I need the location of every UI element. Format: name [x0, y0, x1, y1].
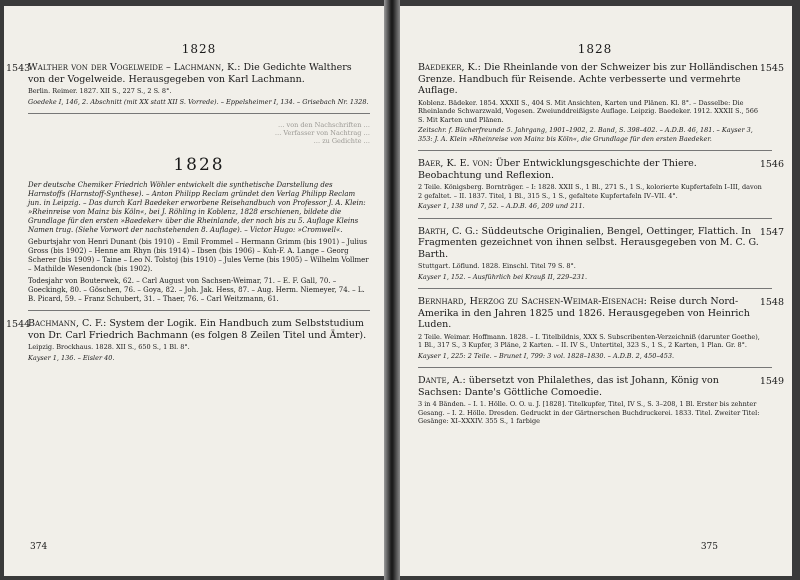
page-number: 375: [700, 542, 718, 552]
right-page: [400, 6, 792, 576]
entry-author: Dante, A.:: [418, 375, 466, 386]
entry-number: 1545: [759, 63, 784, 74]
entry-heading: [418, 158, 762, 181]
entry-references: Goedeke I, 146, 2. Abschnitt (mit XX statt XII S. Vorrede). – Eppelsheimer I, 134. – Grisebach Nr. 1328.: [28, 97, 369, 106]
entry-title: Süddeutsche Originalien, Bengel, Oettinger, Flattich. In Fragmenten gezeichnet von ihnen selbst. Herausgegeben von M. C. G. Barth.: [418, 225, 759, 260]
entry-author: Baedeker, K.:: [418, 62, 481, 73]
divider: [418, 288, 772, 289]
entry-1544: [6, 318, 370, 362]
entry-1545: [418, 62, 784, 143]
entry-title: übersetzt von Philalethes, das ist Johann, König von Sachsen: Dante's Göttliche Comoedie.: [418, 375, 719, 398]
entry-references: Zeitschr. f. Bücherfreunde 5. Jahrgang, 1901–1902, 2. Band, S. 398–402. – A.D.B. 46, 181. – Kayser 3, 353: J. A. Klein »Rheinreise von Mainz bis Köln«, die Grundlage für den ersten Baedeker.: [418, 126, 753, 143]
entry-heading: [418, 226, 762, 261]
entry-title: Reise durch Nord-Amerika in den Jahren 1825 und 1826. Herausgegeben von Heinrich Luden.: [418, 296, 750, 330]
entry-heading: [418, 62, 762, 97]
book-gutter: [384, 0, 400, 580]
entry-title: Über Entwicklungsgeschichte der Thiere. Beobachtung und Reflexion.: [418, 158, 697, 181]
deaths-paragraph: Todesjahr von Bouterwek, 62. – Carl August von Sachsen-Weimar, 71. – E. F. Gall, 70. – Goeckingk, 80. – Göschen, 76. – Goya, 82. – Joh. Jak. Hess, 87. – Aug. Herm. Niemeyer, 74. – L. B. Picard, 59. – Franz Schubert, 31. – Thaer, 76. – Carl Weitzmann, 61.: [28, 277, 365, 303]
entry-1549: [418, 375, 784, 426]
entry-imprint: Stuttgart. Löflund. 1828. Einschl. Titel 79 S. 8°.: [418, 262, 576, 270]
divider: [28, 310, 370, 311]
year-intro-paragraph: Der deutsche Chemiker Friedrich Wöhler entwickelt die synthetische Darstellung des Harnstoffs (Harnstoff-Synthese). – Anton Philipp Reclam gründet den Verlag Philipp Reclam jun. in Leipzig. – Das durch Karl Baedeker erworbene Reisehandbuch von Professor J. A. Klein: »Rheinreise von Mainz bis Köln«, bei J. Röhling in Koblenz, 1828 erschienen, bildete die Grundlage für den ersten »Baedeker« über die Rheinlande, der noch bis zu 5. Auflage Kleins Namen trug. (Siehe Vorwort der nachstehenden 8. Auflage). – Victor Hugo: »Cromwell«.: [28, 181, 366, 234]
entry-references: Kayser 1, 138 und 7, 52. – A.D.B. 46, 209 und 211.: [418, 202, 585, 210]
right-page-year: 1828: [577, 42, 613, 56]
bleed-through-line: … Verfasser von Nachtrag …: [274, 129, 370, 137]
entry-1543: [6, 62, 370, 106]
entry-heading: [28, 62, 370, 85]
divider: [418, 218, 772, 219]
divider: [418, 150, 772, 151]
bleed-through-line: … zu Gedichte …: [313, 137, 370, 145]
entry-1547: [418, 225, 784, 282]
entry-imprint: Koblenz. Bädeker. 1854. XXXII S., 404 S. Mit Ansichten, Karten und Plänen. Kl. 8°. – Dasselbe: Die Rheinlande Schwarzwald, Vogesen. Zweiunddreißigste Auflage. Leipzig. Baedeker. 1912. XXXII S., 566 S. Mit Karten und Plänen.: [418, 98, 758, 124]
entry-title: Die Gedichte Walthers von der Vogelweide. Herausgegeben von Karl Lachmann.: [28, 62, 352, 85]
entry-number: 1544: [6, 319, 31, 330]
entry-imprint: Leipzig. Brockhaus. 1828. XII S., 650 S., 1 Bl. 8°.: [28, 343, 190, 351]
entry-title: Die Rheinlande von der Schweizer bis zur Holländischen Grenze. Handbuch für Reisende. Achte verbesserte und vermehrte Auflage.: [418, 62, 758, 96]
entry-number: 1546: [759, 159, 784, 170]
entry-author: Walther von der Vogelweide – Lachmann, K.:: [28, 62, 241, 73]
section-year-heading: 1828: [173, 155, 225, 175]
entry-imprint: Berlin. Reimer. 1827. XII S., 227 S., 2 S. 8°.: [28, 87, 172, 95]
divider: [418, 367, 772, 368]
divider: [28, 113, 370, 114]
left-page-year: 1828: [181, 42, 217, 56]
entry-1548: [418, 296, 784, 360]
entry-author: Bachmann, C. F.:: [28, 318, 107, 329]
entry-title: System der Logik. Ein Handbuch zum Selbststudium von Dr. Carl Friedrich Bachmann (es folgen 8 Zeilen Titel und Ämter).: [28, 318, 367, 341]
entry-references: Kayser 1, 152. – Ausführlich bei Krauß II, 229–231.: [418, 272, 588, 281]
entry-number: 1548: [759, 297, 784, 308]
entry-number: 1543: [6, 63, 31, 74]
entry-references: Kayser 1, 225: 2 Teile. – Brunet I, 799: 3 vol. 1828–1830. – A.D.B. 2, 450–453.: [418, 351, 675, 360]
entry-number: 1547: [759, 226, 784, 238]
left-page: [4, 6, 384, 576]
entry-references: Kayser 1, 136. – Eisler 40.: [28, 353, 115, 362]
page-number: 374: [30, 542, 48, 552]
entry-imprint: 2 Teile. Weimar. Hoffmann. 1828. – I. Titelbildnis, XXX S. Subscribenten-Verzeichniß (darunter Goethe), 1 Bl., 317 S., 3 Kupfer, 3 Pläne, 2 Karten. – II. IV S., Untertitel, 323 S., 1 S., 2 Karten, 1 Plan. Gr. 8°.: [418, 332, 760, 349]
entry-imprint: 3 in 4 Bänden. – I. 1. Hölle. O. O. u. J. [1828]. Titelkupfer, Titel, IV S., S. 3–208, 1 Bl. Erster bis zehnter Gesang. – I. 2. Hölle. Dresden. Gedruckt in der Gärtnerschen Buchdruckerei. 1833. Titel. Zweiter Titel: Gesänge: XI–XXXIV. 355 S., 1 farbige: [418, 400, 760, 425]
entry-author: Bernhard, Herzog zu Sachsen-Weimar-Eisenach:: [418, 296, 647, 307]
entry-1546: [418, 158, 784, 211]
entry-imprint: 2 Teile. Königsberg. Bornträger. – I: 1828. XXII S., 1 Bl., 271 S., 1 S., kolorierte Kupfertafeln I–III, davon 2 gefaltet. – II. 1837. Titel, 1 Bl., 315 S., 1 S., gefaltete Kupfertafeln IV–VII. 4°.: [418, 183, 762, 200]
bleed-through-line: … von den Nachschriften …: [277, 121, 370, 129]
entry-heading: [418, 375, 762, 398]
entry-author: Baer, K. E. von:: [418, 158, 493, 169]
entry-heading: [418, 296, 762, 331]
entry-heading: [28, 318, 370, 341]
entry-number: 1549: [759, 376, 784, 387]
births-paragraph: Geburtsjahr von Henri Dunant (bis 1910) – Emil Frommel – Hermann Grimm (bis 1901) – Julius Gross (bis 1902) – Henne am Rhyn (bis 1914) – Ibsen (bis 1906) – Kuh-F. A. Lange – Georg Scherer (bis 1909) – Taine – Leo N. Tolstoj (bis 1910) – Jules Verne (bis 1905) – Wilhelm Vollmer – Mathilde Wesendonck (bis 1902).: [28, 238, 369, 273]
entry-author: Barth, C. G.:: [418, 225, 479, 237]
